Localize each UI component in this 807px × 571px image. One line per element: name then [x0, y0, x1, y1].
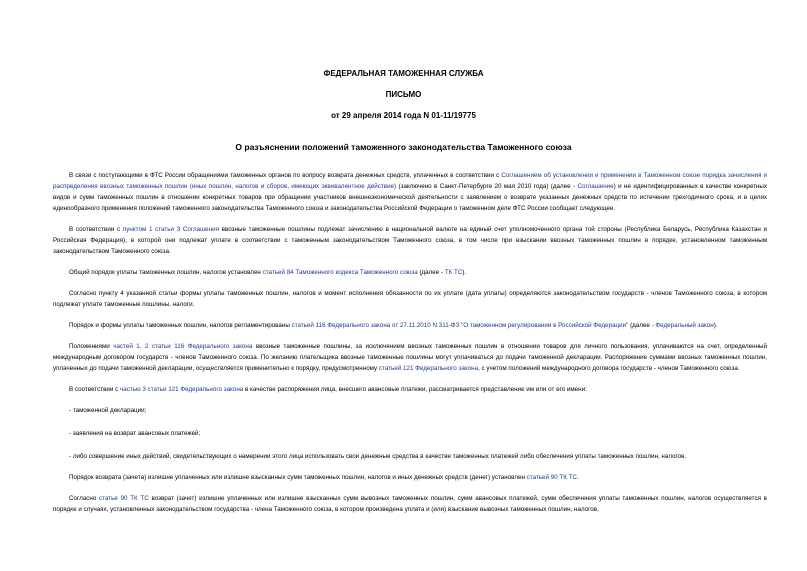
document-body [53, 170, 767, 525]
paragraph-2: В соответствии с пунктом 1 статьи 3 Соглашения ввозные таможенные пошлины подлежат зачислению в национальной валюте на единый счет уполномоченного органа той стороны (Республика Беларусь, Республика Казахстан и Российская Федерация), в которой они подлежат уплате в соответствии с таможенным законодательством Таможенного союза, в том числе при взыскании ввозных таможенных пошлин в порядке, установленном таможенным законодательством Таможенного союза. [53, 226, 767, 255]
paragraph-4: Согласно пункту 4 указанной статьи формы уплаты таможенных пошлин, налогов и момент исполнения обязанности по их уплате (дата уплаты) определяются законодательством государств - членов Таможенного союза, в котором подлежат уплате таможенные пошлины, налоги. [53, 290, 767, 308]
link-agreement-article-3[interactable]: пунктом 1 статьи 3 Соглашения [122, 226, 219, 233]
organization-name: ФЕДЕРАЛЬНАЯ ТАМОЖЕННАЯ СЛУЖБА [323, 69, 484, 78]
paragraph-1: В связи с поступающими в ФТС России обращениями таможенных органов по вопросу возврата денежных средств, уплаченных в соответствии с Соглашением об установлении и применении в Таможенном союзе порядка зачисления и распределения ввозных таможенных пошлин (иных пошлин, налогов и сборов, имеющих эквивалентное действие) (заключено в Санкт-Петербурге 20 мая 2010 года) (далее - Соглашение) и не идентифицированных в качестве конкретных видов и сумм таможенных пошлин в отношении конкретных товаров при обращении участников внешнеэкономической деятельности с заявлением о возврате указанных денежных средств по истечении трехгодичного срока, и в целях единообразного применения положений таможенного законодательства Таможенного союза и законодательства Российской Федерации о таможенном деле ФТС России сообщает следующее. [53, 172, 768, 212]
paragraph-9: Согласно статье 90 ТК ТС возврат (зачет) излишне уплаченных или излишне взысканных сумм вывозных таможенных пошлин, сумм авансовых платежей, сумм обеспечения уплаты таможенных пошлин, налогов осуществляется в порядке и случаях, установленных законодательством государства - члена Таможенного союза, в котором произведена уплата и (или) взыскание вывозных таможенных пошлин, налогов, [53, 495, 767, 513]
link-agreement-short[interactable]: Соглашение [577, 183, 614, 190]
paragraph-7: В соответствии с частью 3 статьи 121 Федерального закона в качестве распоряжения лица, внесшего авансовые платежи, рассматривается представление им или от его имени: [69, 386, 587, 393]
link-federal-law-part-3-article-121[interactable]: частью 3 статьи 121 Федерального закона [119, 386, 244, 393]
document-date-number: от 29 апреля 2014 года N 01-11/19775 [331, 111, 476, 120]
list-item-refund-application: - заявления на возврат авансовых платежей; [69, 430, 201, 437]
document-title: О разъяснении положений таможенного законодательства Таможенного союза [235, 142, 572, 152]
link-customs-code-short[interactable]: ТК ТС [444, 269, 463, 276]
link-customs-code-article-84[interactable]: статьей 84 Таможенного кодекса Таможенного союза [262, 269, 418, 276]
list-item-other-actions: - либо совершение иных действий, свидетельствующих о намерении этого лица использовать свои денежные средства в качестве таможенных платежей либо обеспечения уплаты таможенных пошлин, налогов. [69, 453, 687, 460]
paragraph-3: Общий порядок уплаты таможенных пошлин, налогов установлен статьей 84 Таможенного кодекса Таможенного союза (далее - ТК ТС). [69, 269, 467, 276]
document-type: ПИСЬМО [385, 90, 422, 99]
link-federal-law-article-116[interactable]: статьей 116 Федерального закона от 27.11.2010 N 311-ФЗ "О таможенном регулировании в Российской Федерации" [291, 322, 629, 329]
link-customs-code-article-90-b[interactable]: статье 90 ТК ТС [99, 495, 149, 502]
link-federal-law-article-121[interactable]: статьей 121 Федерального закона [378, 365, 479, 372]
link-federal-law-parts-1-2[interactable]: частей 1, 2 статьи 116 Федерального закона [113, 343, 253, 350]
link-customs-code-article-90[interactable]: статьей 90 ТК ТС [526, 474, 577, 481]
link-agreement[interactable]: Соглашением об установлении и применении в Таможенном союзе порядка зачисления и распределения ввозных таможенных пошлин (иных пошлин, налогов и сборов, имеющих эквивалентное действие) [53, 172, 767, 190]
link-federal-law-short[interactable]: Федеральный закон [655, 322, 714, 329]
paragraph-5: Порядок и формы уплаты таможенных пошлин, налогов регламентированы статьей 116 Федерального закона от 27.11.2010 N 311-ФЗ "О таможенном регулировании в Российской Федерации" (далее - Федеральный закон). [69, 322, 718, 329]
list-item-declaration: - таможенной декларации; [69, 407, 147, 414]
paragraph-8: Порядок возврата (зачета) излишне уплаченных или излишне взысканных сумм таможенных пошлин, налогов и иных денежных средств (денег) установлен статьей 90 ТК ТС. [69, 474, 579, 481]
paragraph-6: Положениями частей 1, 2 статьи 116 Федерального закона ввозные таможенные пошлины, за исключением ввозных таможенных пошлин в отношении товаров для личного пользования, уплачиваются на счет, определенный международным договором государств - членов Таможенного союза. По желанию плательщика ввозные таможенные пошлины могут уплачиваться до подачи таможенной декларации. Распоряжение суммами ввозных таможенных пошлин, уплаченных до подачи таможенной декларации, осуществляется применительно к порядку, предусмотренному статьей 121 Федерального закона, с учетом положений международного договора государств - членов Таможенного союза. [53, 343, 768, 372]
